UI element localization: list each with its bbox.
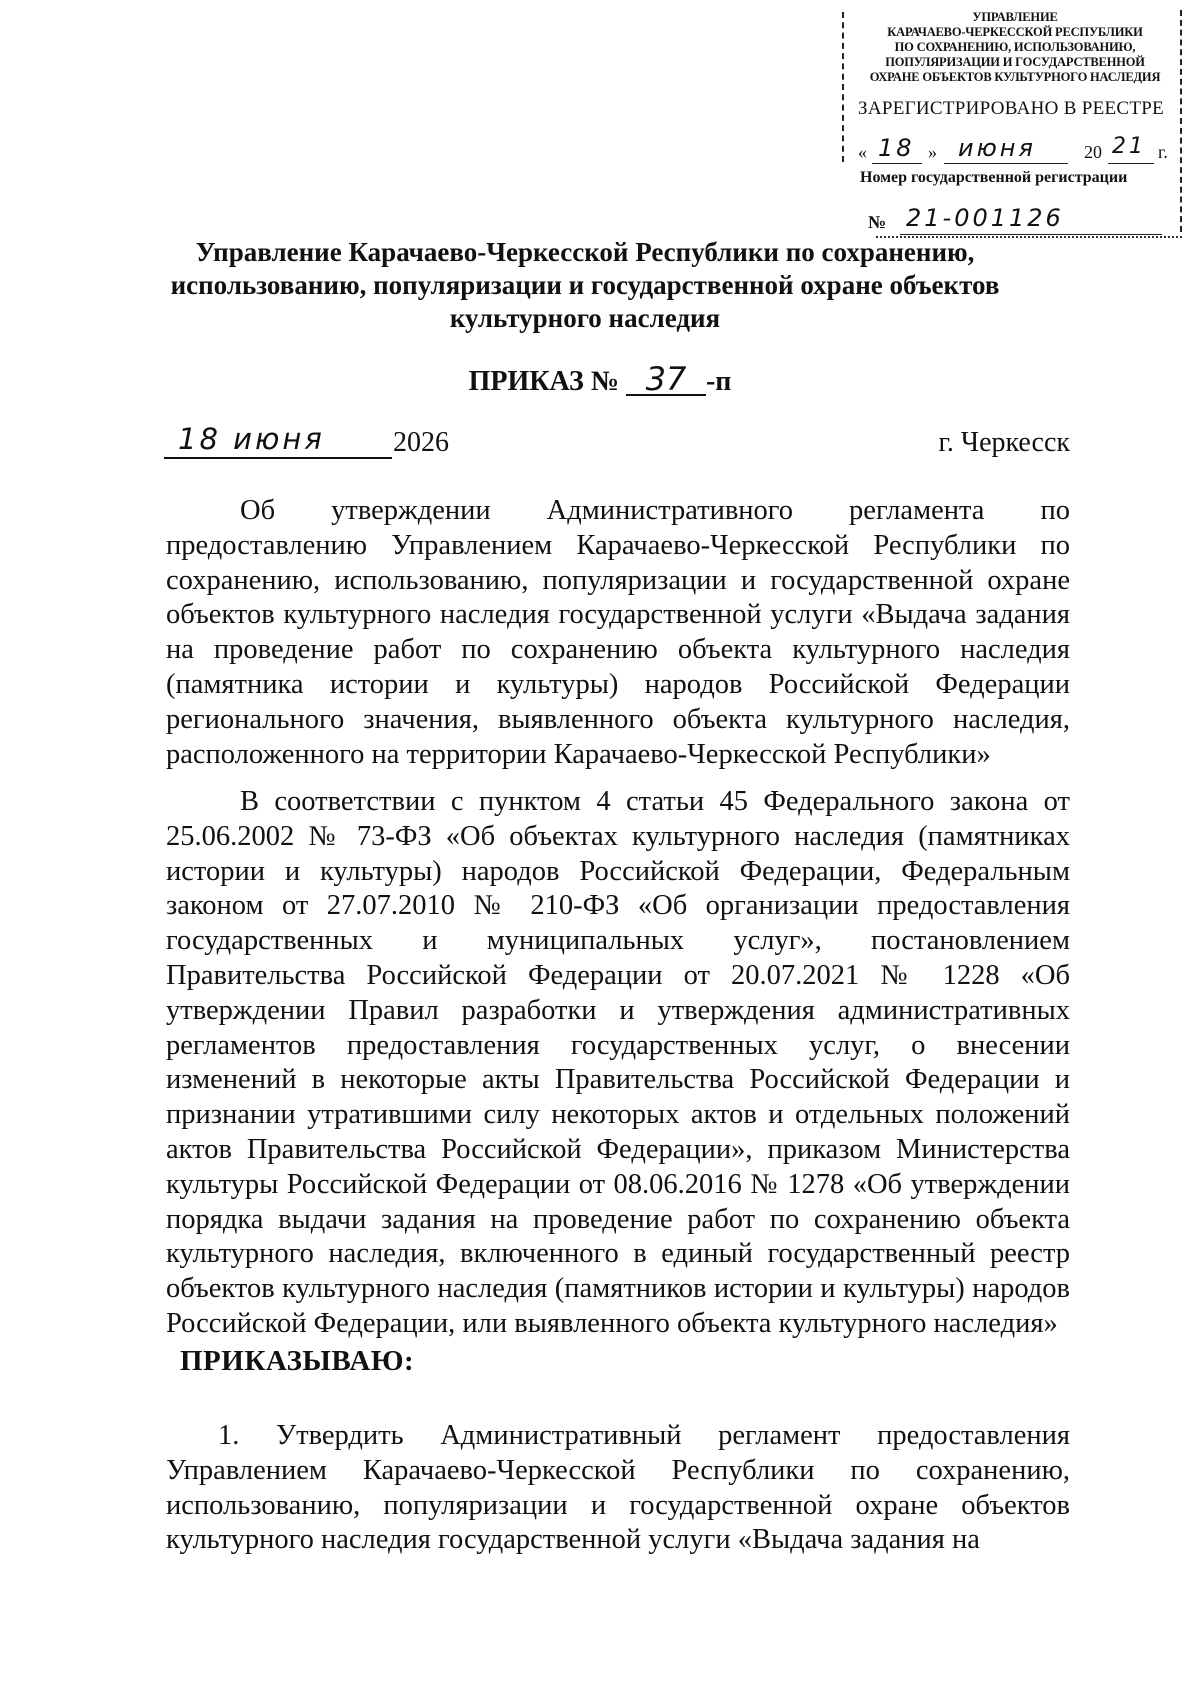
order-handwritten-date: 18 июня bbox=[164, 421, 392, 459]
registration-stamp bbox=[842, 10, 1182, 232]
document-header bbox=[130, 236, 1040, 335]
stamp-year-prefix: 20 bbox=[1084, 142, 1102, 162]
stamp-year-underline bbox=[1108, 163, 1154, 164]
order-title bbox=[0, 360, 1200, 398]
stamp-day-underline bbox=[872, 163, 922, 164]
stamp-month-underline bbox=[944, 163, 1068, 164]
stamp-org-line: ПО СОХРАНЕНИЮ, ИСПОЛЬЗОВАНИЮ, bbox=[894, 40, 1136, 54]
stamp-org-line: УПРАВЛЕНИЕ bbox=[972, 10, 1058, 24]
stamp-year-suffix: 21 bbox=[1112, 134, 1146, 159]
order-item-1: 1. Утвердить Административный регламент предоставления Управлением Карачаево-Черкесской Республики по сохранению, использованию, популяризации и государственной охране объектов культурного наследия государственной услуги «Выдача задания на bbox=[166, 1420, 1070, 1556]
order-prefix: ПРИКАЗ № bbox=[468, 366, 619, 397]
order-year: 2026 bbox=[393, 427, 449, 458]
header-title-line: Управление Карачаево-Черкесской Республики по сохранению, bbox=[195, 237, 975, 267]
stamp-number-underline bbox=[900, 234, 1162, 235]
header-title-line: использованию, популяризации и государственной охране объектов bbox=[170, 270, 1000, 300]
stamp-date-day: 18 bbox=[878, 134, 915, 162]
order-number: 37 bbox=[626, 364, 706, 396]
stamp-org-line: ОХРАНЕ ОБЪЕКТОВ КУЛЬТУРНОГО НАСЛЕДИЯ bbox=[869, 70, 1161, 84]
order-directive-heading: ПРИКАЗЫВАЮ: bbox=[180, 1345, 415, 1377]
stamp-date-month: июня bbox=[958, 134, 1036, 162]
stamp-organization bbox=[854, 10, 1176, 85]
stamp-year-letter: г. bbox=[1158, 142, 1168, 162]
stamp-left-border bbox=[842, 12, 844, 162]
order-subject-paragraph: Об утверждении Административного регламента по предоставлению Управлением Карачаево-Черкесской Республики по сохранению, использованию, популяризации и государственной охране объектов культурного наследия государственной услуги «Выдача задания на проведение работ по сохранению объекта культурного наследия (памятника истории и культуры) народов Российской Федерации регионального значения, выявленного объекта культурного наследия, расположенного на территории Карачаево-Черкесской Республики» bbox=[166, 495, 1070, 770]
stamp-number-sign: № bbox=[868, 212, 887, 232]
order-suffix: -п bbox=[705, 366, 732, 397]
legal-basis-paragraph: В соответствии с пунктом 4 статьи 45 Федерального закона от 25.06.2002 № 73-ФЗ «Об объектах культурного наследия (памятниках истории и культуры) народов Российской Федерации, Федеральным законом от 27.07.2010 № 210-ФЗ «Об организации предоставления государственных и муниципальных услуг», постановлением Правительства Российской Федерации от 20.07.2021 № 1228 «Об утверждении Правил разработки и утверждения административных регламентов предоставления государственных услуг, о внесении изменений в некоторые акты Правительства Российской Федерации и признании утратившими силу некоторых актов и отдельных положений актов Правительства Российской Федерации», приказом Министерства культуры Российской Федерации от 08.06.2016 № 1278 «Об утверждении порядка выдачи задания на проведение работ по сохранению объекта культурного наследия, включенного в единый государственный реестр объектов культурного наследия (памятников истории и культуры) народов Российской Федерации, или выявленного объекта культурного наследия» bbox=[166, 786, 1070, 1339]
stamp-registration-number: 21-001126 bbox=[906, 204, 1064, 232]
stamp-number-label: Номер государственной регистрации bbox=[860, 169, 1128, 186]
stamp-close-quote: » bbox=[928, 142, 937, 162]
stamp-open-quote: « bbox=[858, 142, 867, 162]
stamp-org-line: ПОПУЛЯРИЗАЦИИ И ГОСУДАРСТВЕННОЙ bbox=[885, 55, 1145, 69]
date-row bbox=[164, 422, 1070, 467]
stamp-right-border bbox=[1180, 10, 1182, 232]
stamp-org-line: КАРАЧАЕВО-ЧЕРКЕССКОЙ РЕСПУБЛИКИ bbox=[887, 25, 1143, 39]
header-title-line: культурного наследия bbox=[449, 303, 721, 333]
stamp-date-line bbox=[856, 134, 1180, 164]
stamp-number-line bbox=[868, 206, 1168, 236]
order-city: г. Черкесск bbox=[938, 427, 1070, 458]
stamp-registered-label: ЗАРЕГИСТРИРОВАНО В РЕЕСТРЕ bbox=[858, 98, 1165, 119]
